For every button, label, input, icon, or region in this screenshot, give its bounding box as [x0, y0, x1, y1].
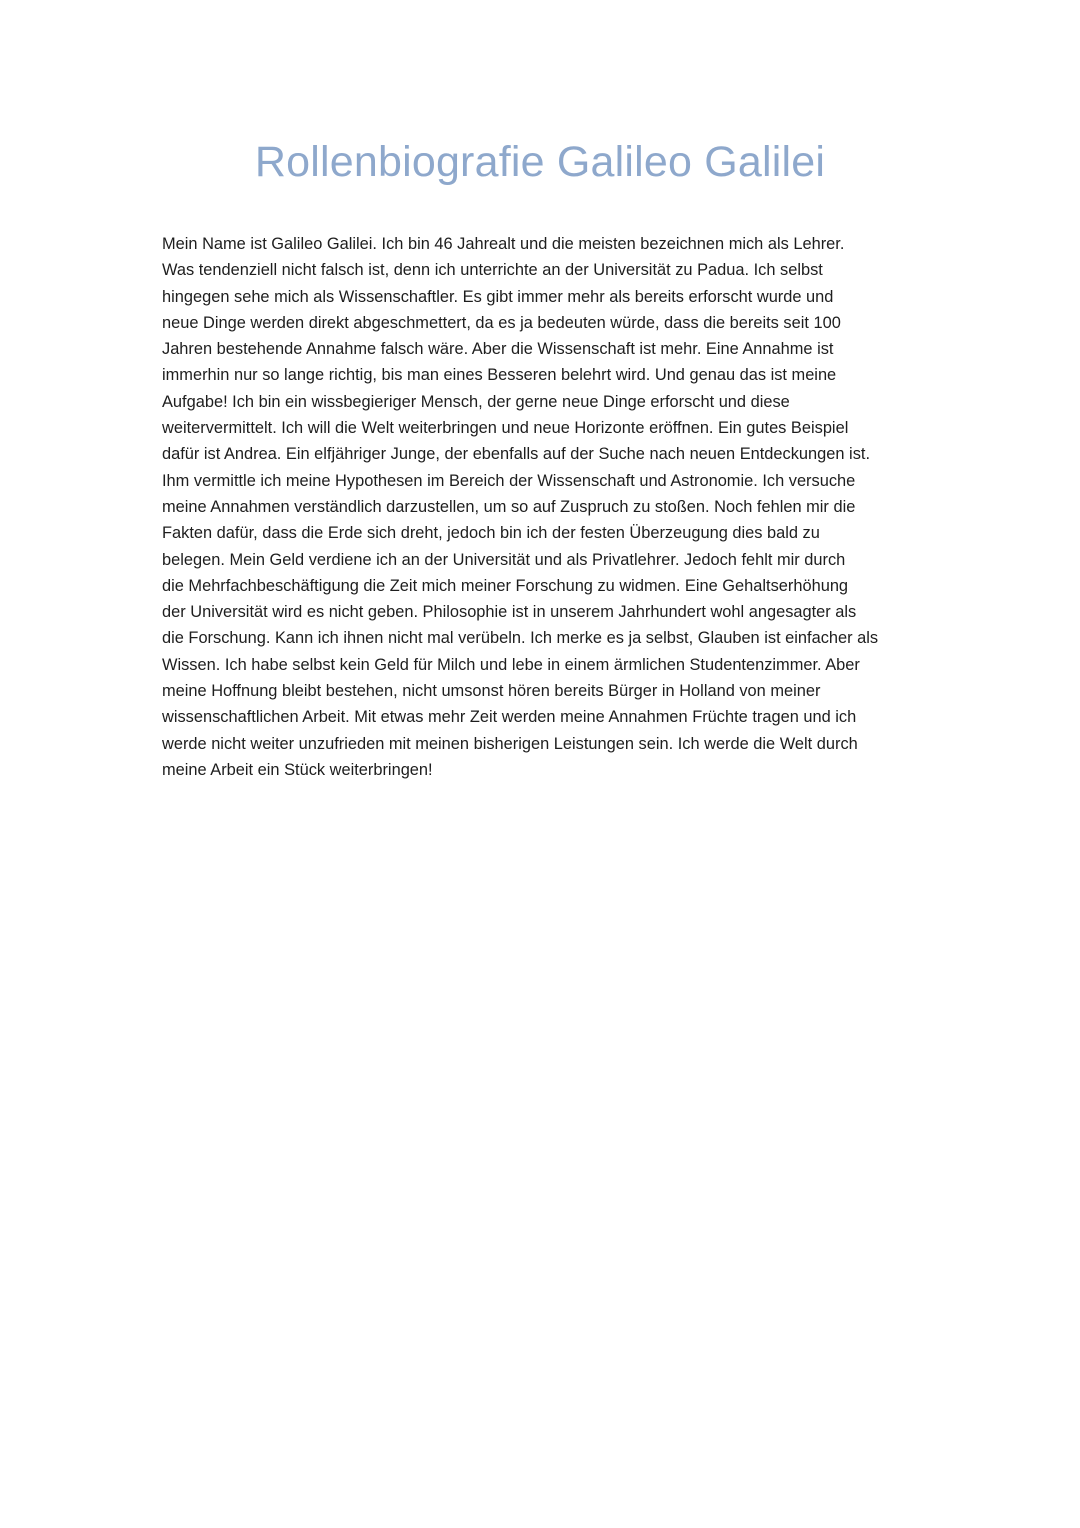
paragraph-line: dafür ist Andrea. Ein elfjähriger Junge, der ebenfalls auf der Suche nach neuen Entdeckungen ist.: [162, 445, 870, 464]
paragraph-line: Jahren bestehende Annahme falsch wäre. Aber die Wissenschaft ist mehr. Eine Annahme ist: [162, 340, 834, 359]
body-paragraph: [162, 231, 962, 783]
paragraph-line: Aufgabe! Ich bin ein wissbegieriger Mensch, der gerne neue Dinge erforscht und diese: [162, 392, 790, 411]
paragraph-line: der Universität wird es nicht geben. Philosophie ist in unserem Jahrhundert wohl angesagter als: [162, 603, 857, 622]
paragraph-line: die Forschung. Kann ich ihnen nicht mal verübeln. Ich merke es ja selbst, Glauben ist einfacher als: [162, 629, 879, 648]
paragraph-line: meine Hoffnung bleibt bestehen, nicht umsonst hören bereits Bürger in Holland von meiner: [162, 682, 821, 701]
paragraph-line: Wissen. Ich habe selbst kein Geld für Milch und lebe in einem ärmlichen Studentenzimmer. Aber: [162, 655, 860, 674]
paragraph-line: werde nicht weiter unzufrieden mit meinen bisherigen Leistungen sein. Ich werde die Welt durch: [162, 734, 858, 753]
paragraph-line: Was tendenziell nicht falsch ist, denn ich unterrichte an der Universität zu Padua. Ich selbst: [162, 261, 823, 280]
paragraph-line: wissenschaftlichen Arbeit. Mit etwas mehr Zeit werden meine Annahmen Früchte tragen und ich: [162, 708, 857, 727]
paragraph-line: hingegen sehe mich als Wissenschaftler. Es gibt immer mehr als bereits erforscht wurde und: [162, 287, 834, 306]
paragraph-line: immerhin nur so lange richtig, bis man eines Besseren belehrt wird. Und genau das ist meine: [162, 366, 837, 385]
paragraph-line: die Mehrfachbeschäftigung die Zeit mich meiner Forschung zu widmen. Eine Gehaltserhöhung: [162, 576, 849, 595]
document-title: Rollenbiografie Galileo Galilei: [254, 138, 826, 186]
paragraph-line: meine Arbeit ein Stück weiterbringen!: [162, 760, 433, 779]
paragraph-line: belegen. Mein Geld verdiene ich an der Universität und als Privatlehrer. Jedoch fehlt mir durch: [162, 550, 846, 569]
paragraph-line: Fakten dafür, dass die Erde sich dreht, jedoch bin ich der festen Überzeugung dies bald zu: [162, 524, 820, 543]
paragraph-line: Mein Name ist Galileo Galilei. Ich bin 46 Jahrealt und die meisten bezeichnen mich als Lehrer.: [162, 235, 845, 253]
paragraph-line: Ihm vermittle ich meine Hypothesen im Bereich der Wissenschaft und Astronomie. Ich versuche: [162, 471, 856, 490]
paragraph-line: meine Annahmen verständlich darzustellen, um so auf Zuspruch zu stoßen. Noch fehlen mir die: [162, 497, 856, 516]
paragraph-line: neue Dinge werden direkt abgeschmettert, da es ja bedeuten würde, dass die bereits seit 100: [162, 313, 841, 332]
paragraph-line: weitervermittelt. Ich will die Welt weiterbringen und neue Horizonte eröffnen. Ein gutes Beispiel: [162, 419, 849, 438]
